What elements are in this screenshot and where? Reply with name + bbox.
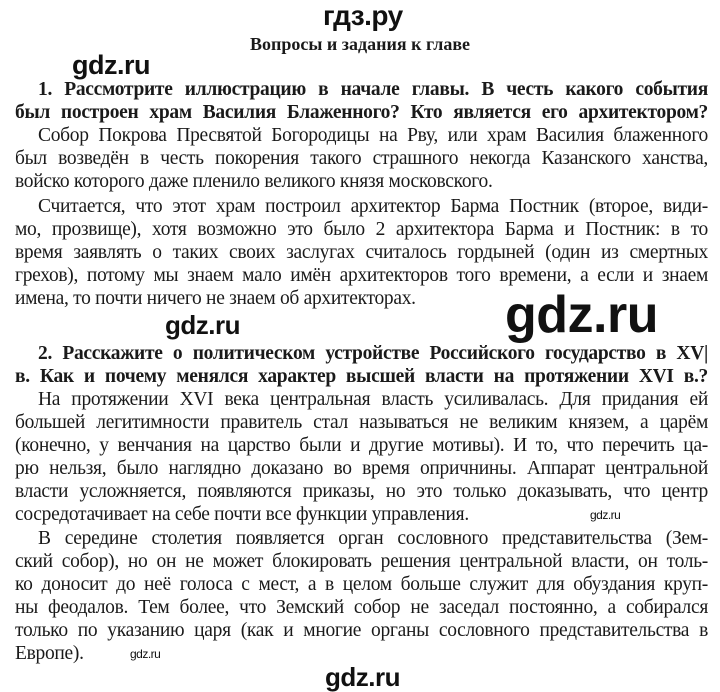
watermark-top: гдз.ру: [323, 0, 403, 31]
answer-1-line: Считается, что этот храм построил архитектор Барма Постник (второе, види-: [38, 196, 708, 217]
answer-2-line: ский собор), но он не может блокировать решения центральной власти, он толь-: [15, 551, 708, 572]
answer-1-line: войско которого даже пленило великого князя московского.: [15, 171, 493, 192]
question-1-line: был построен храм Василия Блаженного? Кто является его архитектором?: [15, 102, 708, 123]
answer-2-line: сосредотачивает на себе почти все функции управления.: [15, 504, 469, 525]
answer-2-line: Европе).: [15, 643, 84, 664]
question-2-line: в. Как и почему менялся характер высшей власти на протяжении XVI в.?: [15, 366, 708, 387]
question-1-line: 1. Рассмотрите иллюстрацию в начале главы. В честь какого события: [38, 79, 708, 100]
watermark: gdz.ru: [165, 310, 240, 340]
answer-2-line: только по указанию царя (как и многие органы сословного представительства в: [15, 620, 708, 641]
answer-1-line: Собор Покрова Пресвятой Богородицы на Рву, или храм Василия блаженного: [38, 125, 708, 146]
answer-1-line: грехов), потому мы знаем мало имён архитекторов того времени, а если и знаем: [15, 265, 708, 286]
watermark-bottom: gdz.ru: [325, 662, 400, 692]
answer-1-line: мо, прозвище), хотя возможно это было 2 архитектора Барма и Постник: в то: [15, 219, 708, 240]
watermark-small: gdz.ru: [590, 508, 621, 522]
answer-2-line: В середине столетия появляется орган сословного представительства (Зем-: [38, 528, 708, 549]
answer-1-line: имена, то почти ничего не знаем об архитекторах.: [15, 288, 416, 309]
question-2-line: 2. Расскажите о политическом устройстве Российского государство в XV|: [38, 343, 708, 364]
answer-2-line: ны феодалов. Тем более, что Земский собор не заседал постоянно, а собирался: [15, 597, 708, 618]
answer-2-line: рю нельзя, было наглядно доказано во время опричнины. Аппарат центральной: [15, 458, 708, 479]
watermark-large: gdz.ru: [505, 286, 658, 344]
answer-2-line: ко доносит до неё голоса с мест, а в целом больше служит для обуздания круп-: [15, 574, 708, 595]
answer-2-line: власти усложняется, появляются приказы, но это только доказывать, что центр: [15, 481, 708, 502]
watermark: gdz.ru: [72, 50, 150, 80]
answer-2-line: На протяжении XVI века центральная власть усиливалась. Для придания ей: [38, 389, 708, 410]
answer-1-line: время заявлять о таких своих заслугах считалось гордыней (один из смертных: [15, 242, 708, 263]
answer-2-line: (конечно, у венчания на царство были и другие мотивы). И то, что перечить ца-: [15, 435, 708, 456]
watermark-small: gdz.ru: [130, 647, 161, 661]
answer-2-line: большей легитимности правитель стал называться не великим князем, а царём: [15, 412, 708, 433]
section-heading: Вопросы и задания к главе: [249, 34, 471, 54]
answer-1-line: был возведён в честь покорения такого страшного некогда Казанского ханства,: [15, 148, 708, 169]
